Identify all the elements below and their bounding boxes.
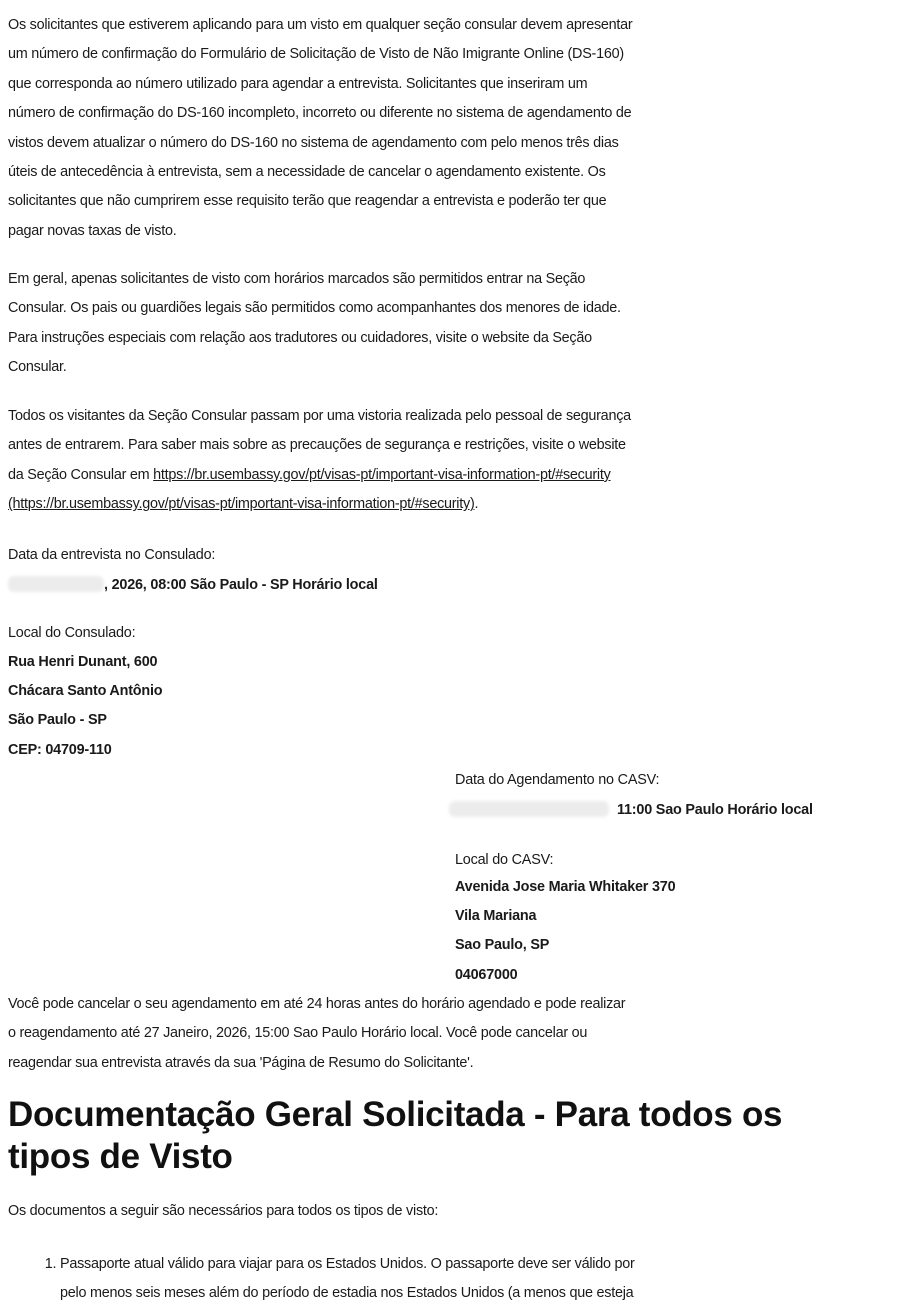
text-line: solicitantes que não cumprirem esse requisito terão que reagendar a entrevista e poderão ter que [8,193,607,210]
text-line [8,461,892,490]
security-info-link-url[interactable]: (https://br.usembassy.gov/pt/visas-pt/important-visa-information-pt/#security) [8,496,475,513]
consulate-address-line: Chácara Santo Antônio [8,683,163,699]
text-line: o reagendamento até 27 Janeiro, 2026, 15:00 Sao Paulo Horário local. Você pode cancelar ou [8,1025,588,1042]
text-line: número de confirmação do DS-160 incompleto, incorreto ou diferente no sistema de agendamento de [8,105,632,122]
consulate-date-text: , 2026, 08:00 São Paulo - SP Horário local [104,577,378,593]
text-line: reagendar sua entrevista através da sua 'Página de Resumo do Solicitante'. [8,1054,474,1071]
security-paragraph [8,402,892,520]
text-line [8,490,892,519]
consulate-address-line: Rua Henri Dunant, 600 [8,654,158,670]
text-line: Consular. Os pais ou guardiões legais são permitidos como acompanhantes dos menores de idade. [8,300,621,317]
redacted-date [8,576,104,592]
security-info-link[interactable]: https://br.usembassy.gov/pt/visas-pt/important-visa-information-pt/#security [153,466,611,483]
text-line: Em geral, apenas solicitantes de visto com horários marcados são permitidos entrar na Seção [8,271,586,287]
casv-address-line: Avenida Jose Maria Whitaker 370 [455,879,676,895]
text-fragment: da Seção Consular em [8,466,154,483]
redacted-date [449,801,609,817]
cancel-reschedule-note [8,990,892,1078]
consulate-date-value [8,571,378,600]
list-item [60,1250,880,1309]
text-line: Os solicitantes que estiverem aplicando para um visto em qualquer seção consular devem apresentar [8,17,633,33]
casv-location-label: Local do CASV: [455,852,554,868]
heading-line: tipos de Visto [8,1137,233,1176]
casv-date-value [449,796,813,825]
documents-intro [8,1197,892,1226]
text-line: pelo menos seis meses além do período de estadia nos Estados Unidos (a menos que esteja [60,1285,634,1302]
text-line: Para instruções especiais com relação aos tradutores ou cuidadores, visite o website da Seção [8,329,592,346]
documents-list [0,1250,880,1309]
casv-date-text: 11:00 Sao Paulo Horário local [617,802,813,818]
consulate-address-line: CEP: 04709-110 [8,742,112,758]
casv-address-line: Vila Mariana [455,908,537,924]
casv-address-line: 04067000 [455,967,518,983]
ds160-requirement-paragraph [8,11,892,246]
text-line: um número de confirmação do Formulário de Solicitação de Visto de Não Imigrante Online (DS-160) [8,46,624,63]
consulate-location-label: Local do Consulado: [8,625,136,641]
text-line: úteis de antecedência à entrevista, sem a necessidade de cancelar o agendamento existente. Os [8,164,606,181]
entry-policy-paragraph [8,265,892,383]
casv-address-line: Sao Paulo, SP [455,937,550,953]
consulate-date-label: Data da entrevista no Consulado: [8,547,216,563]
casv-date-label: Data do Agendamento no CASV: [455,772,660,788]
text-line: pagar novas taxas de visto. [8,222,177,239]
text-line: antes de entrarem. Para saber mais sobre as precauções de segurança e restrições, visite o website [8,437,626,454]
text-line: Todos os visitantes da Seção Consular passam por uma vistoria realizada pelo pessoal de segurança [8,408,631,424]
text-line: Consular. [8,359,67,376]
text-fragment: . [474,496,479,513]
text-line: vistos devem atualizar o número do DS-160 no sistema de agendamento com pelo menos três dias [8,134,619,151]
text-line: que corresponda ao número utilizado para agendar a entrevista. Solicitantes que inseriram um [8,75,588,92]
text-line: Os documentos a seguir são necessários para todos os tipos de visto: [8,1203,439,1219]
heading-line: Documentação Geral Solicitada - Para todos os [8,1095,783,1134]
text-line: Você pode cancelar o seu agendamento em até 24 horas antes do horário agendado e pode realizar [8,996,626,1012]
section-heading [8,1094,892,1178]
consulate-address-line: São Paulo - SP [8,712,107,728]
text-line: 1. Passaporte atual válido para viajar para os Estados Unidos. O passaporte deve ser válido por [60,1256,635,1272]
